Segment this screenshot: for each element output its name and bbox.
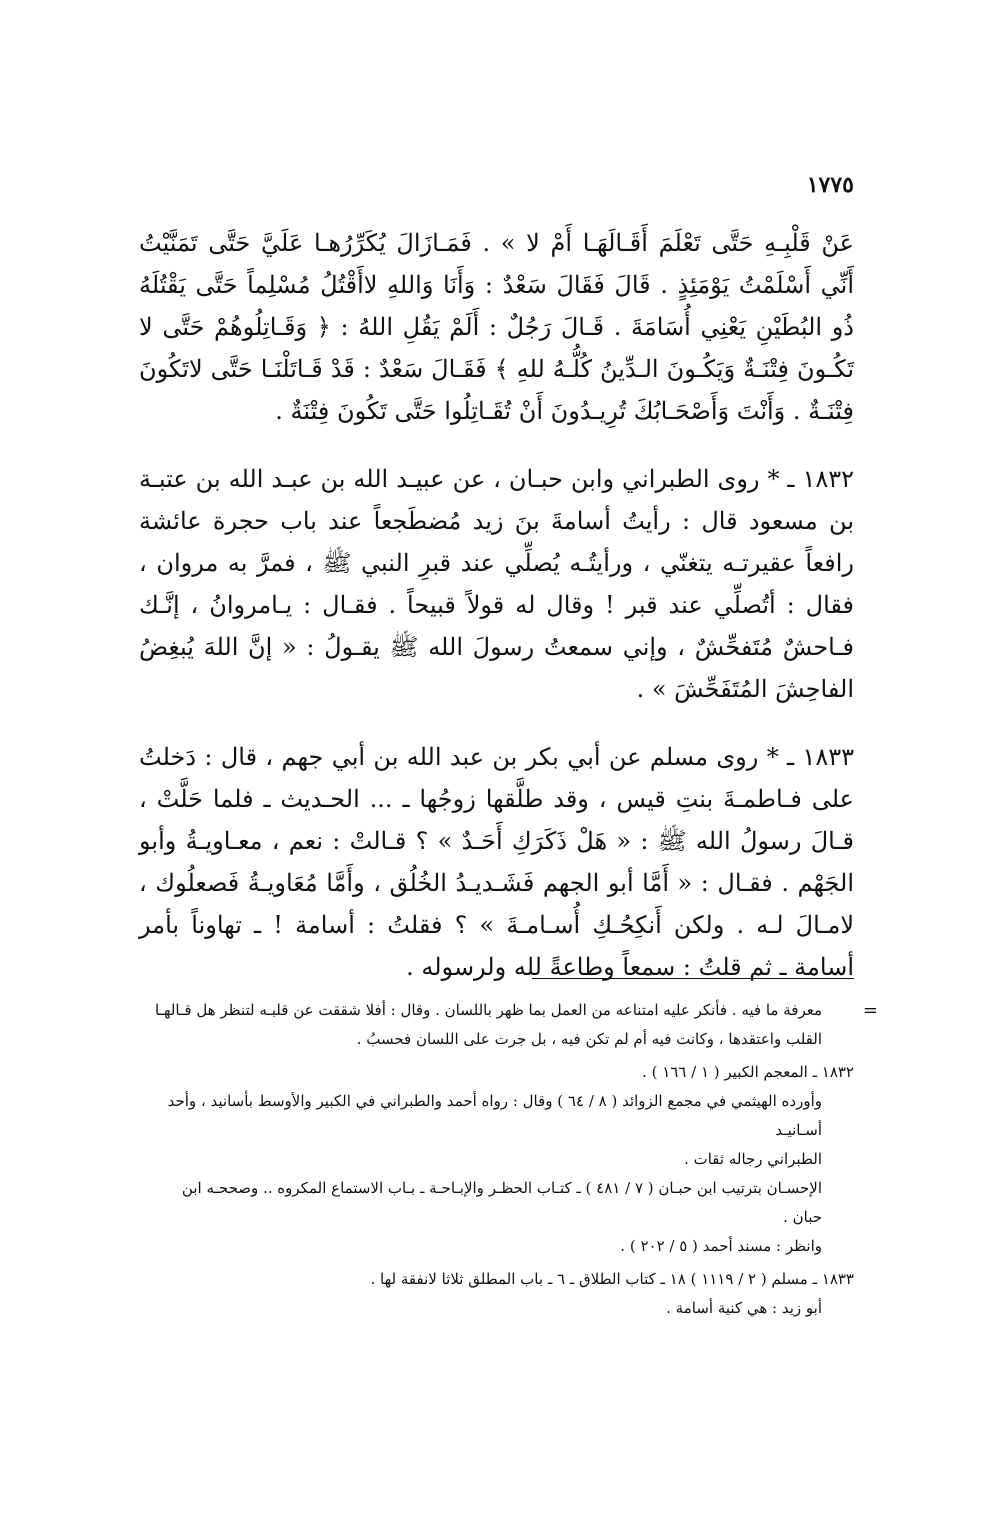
footnote-1832-line: وانظر : مسند أحمد ( ٥ / ٢٠٢ ) . — [620, 1237, 822, 1255]
footnote-1832-line: الإحسـان بترتيب ابن حبـان ( ٧ / ٤٨١ ) ـ كتـاب الحظـر والإبـاحـة ـ بـاب الاستماع المكروه .. وصححـه ابن — [181, 1179, 822, 1197]
footnote-1833: ١٨٣٣ ـ مسلم ( ٢ / ١١١٩ ) ١٨ ـ كتاب الطلاق ـ ٦ ـ باب المطلق ثلاثا لانفقة لها . — [370, 1270, 854, 1288]
hadith-1832: ١٨٣٢ ـ * روى الطبراني وابن حبـان ، عن عبيـد الله بن عبـد الله بن عتبـة بن مسعود قال : رأيتُ أسامةَ بنَ زيد مُضطَجعاً عند باب حجرة عائشة رافعاً عقيرتـه يتغنّي ، ورأيتُـه يُصلِّي عند قبرِ النبي ﷺ ، فمرَّ به مروان ، فقال : أتُصلِّي عند قبر ! وقال له قولاً قبيحاً . فقـال : يـامروانُ ، إنَّـك فـاحشٌ مُتَفحِّشٌ ، وإني سمعتُ رسولَ الله ﷺ يقـولُ : « إنَّ اللهَ يُبغِضُ الفاحِشَ المُتَفَحِّشَ » . — [139, 465, 854, 703]
footnote-1832-line: وأورده الهيثمي في مجمع الزوائد ( ٨ / ٦٤ ) وقال : رواه أحمد والطبراني في الكبير والأوسط بأسانيد ، وأحد أسـانيـد — [167, 1092, 822, 1139]
footnote-continuation-line: معرفة ما فيه . فأنكر عليه امتناعه من العمل بما ظهر باللسان . وقال : أفلا شققت عن قلبـه لتنظر هل قـالهـا — [154, 1001, 822, 1019]
footnote-1832-line: الطبراني رجاله ثقات . — [684, 1150, 822, 1168]
footnotes — [139, 996, 878, 1323]
paragraph-continuation: عَنْ قَلْبِـهِ حَتَّى تَعْلَمَ أَقَـالَهَـا أَمْ لا » . فَمَـازَالَ يُكَرِّرُهـا عَلَيَّ حَتَّى تَمَنَّيْتُ أَنِّي أَسْلَمْتُ يَوْمَئِذٍ . قَالَ فَقَالَ سَعْدٌ : وَأَنَا وَاللهِ لاأَقْتُلُ مُسْلِماً حَتَّى يَقْتُلَهُ ذُو البُطَيْنِ يَعْنِي أُسَامَةَ . قَـالَ رَجُلٌ : أَلَمْ يَقُلِ اللهُ : ﴿ وَقَـاتِلُوهُمْ حَتَّى لا تَكُـونَ فِتْنَـةٌ وَيَكُـونَ الـدِّينُ كُلُّـهُ للهِ ﴾ فَقَـالَ سَعْدٌ : قَدْ قَـاتَلْنَـا حَتَّى لاتَكُونَ فِتْنَـةٌ . وَأَنْتَ وَأَصْحَـابُكَ تُرِيـدُونَ أَنْ تُقَـاتِلُوا حَتَّى تَكُونَ فِتْنَةٌ . — [139, 229, 854, 425]
footnote-1832-line: حبان . — [783, 1208, 822, 1226]
footnote-separator — [532, 978, 854, 979]
footnote-continuation-line: القلب واعتقدها ، وكانت فيه أم لم تكن فيه ، بل جرت على اللسان فحسبُ . — [356, 1030, 822, 1048]
main-text — [139, 222, 854, 1014]
hadith-1833: ١٨٣٣ ـ * روى مسلم عن أبي بكر بن عبد الله بن أبي جهم ، قال : دَخلتُ على فـاطمـةَ بنتِ قيس ، وقد طلَّقها زوجُها ـ ... الحـديث ـ فلما حَلَّتْ ، قـالَ رسولُ الله ﷺ : « هَلْ ذَكَرَكِ أَحَـدٌ » ؟ قـالتْ : نعم ، معـاويـةُ وأبو الجَهْم . فقـال : « أَمَّا أبو الجهم فَشَـديـدُ الخُلُق ، وأَمَّا مُعَاويـةُ فَصعلُوك ، لامـالَ لـه . ولكن أَنكِحُـكِ أُسـامـةَ » ؟ فقلتُ : أسامة ! ـ تهاوناً بأمر أسامة ـ ثم قلتُ : سمعاً وطاعةً لله ولرسوله . — [139, 743, 854, 981]
continuation-marker: = — [862, 1000, 878, 1021]
page-number: ١٧٧٥ — [806, 172, 854, 198]
footnote-1833-line: أبو زيد : هي كنية أسامة . — [666, 1299, 822, 1317]
footnote-1832: ١٨٣٢ ـ المعجم الكبير ( ١ / ١٦٦ ) . — [642, 1063, 854, 1081]
